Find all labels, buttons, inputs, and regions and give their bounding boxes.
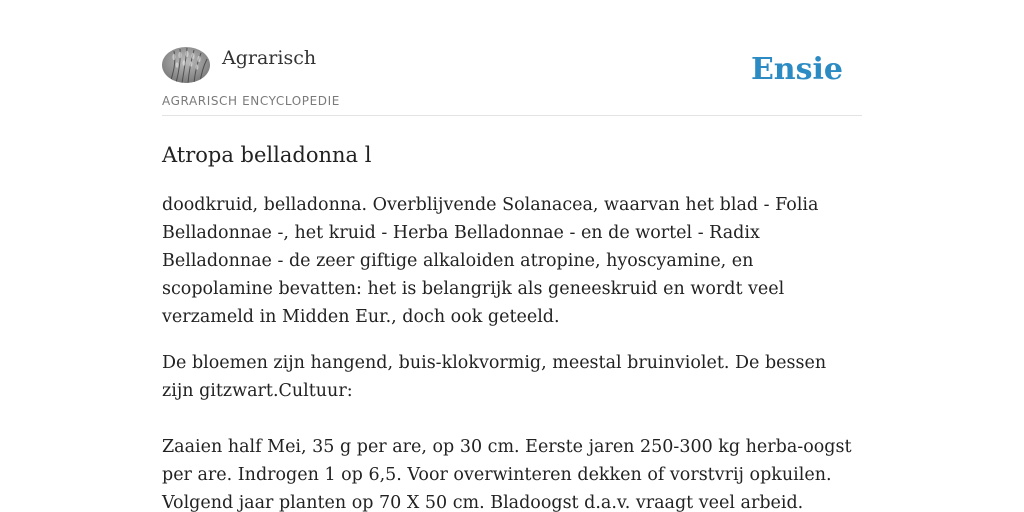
brand-logo[interactable]: Ensie xyxy=(750,52,843,87)
article-paragraph-1: doodkruid, belladonna. Overblijvende Solanacea, waarvan het blad - Folia Belladonnae -, het kruid - Herba Belladonnae - en de wortel - Radix Belladonnae - de zeer giftige alkaloiden atropine, hyoscyamine, en scopolamine bevatten: het is belangrijk als geneeskruid en wordt veel verzameld in Midden Eur., doch ook geteeld. xyxy=(162,195,819,327)
header xyxy=(162,46,862,116)
source-subtitle: AGRARISCH ENCYCLOPEDIE xyxy=(162,94,340,108)
wheat-icon[interactable] xyxy=(162,47,210,83)
source-name[interactable]: Agrarisch xyxy=(222,47,317,69)
article-paragraph-2: De bloemen zijn hangend, buis-klokvormig, meestal bruinviolet. De bessen zijn gitzwart.Cultuur: Zaaien half Mei, 35 g per are, op 30 cm. Eerste jaren 250-300 kg herba-oogst per are. Indrogen 1 op 6,5. Voor overwinteren dekken of vorstvrij opkuilen. Volgend jaar planten op 70 X 50 cm. Bladoogst d.a.v. vraagt veel arbeid. xyxy=(162,353,852,512)
header-divider xyxy=(162,115,862,116)
article-title: Atropa belladonna l xyxy=(162,143,372,167)
article xyxy=(162,139,862,512)
